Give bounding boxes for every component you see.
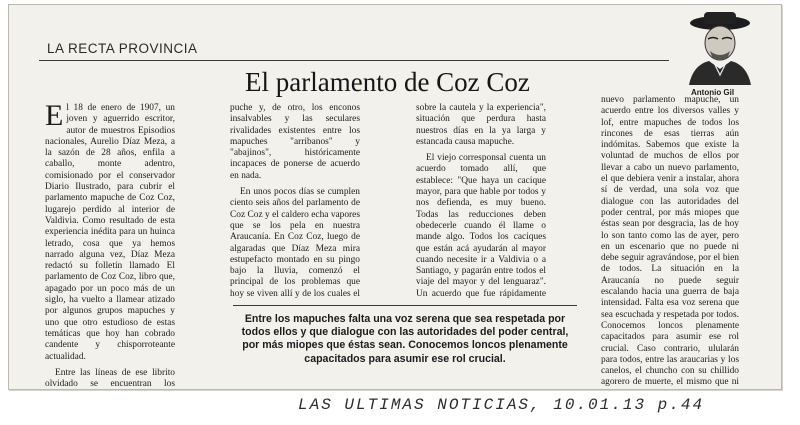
headline: El parlamento de Coz Coz [245, 67, 530, 97]
author-byline: Antonio Gil [691, 88, 735, 97]
section-title: LA RECTA PROVINCIA [47, 41, 198, 56]
newspaper-clipping [8, 4, 782, 390]
section-divider [39, 60, 669, 61]
drop-cap: E [45, 103, 64, 132]
author-portrait-drawing [677, 9, 763, 85]
paragraph: nuevo parlamento mapuche, un acuerdo entre los diversos valles y lof, entre mapuches de todos los rincones de esas tierras aún indómitas. Sabemos que existe la voluntad de muchos de ellos por llevar a cabo un nuevo parlamento, el que debiera venir a instalar, ahora sí de verdad, una sola voz que dialogue con las autoridades del poder central, por más miopes que éstas sean por desgracia, las de hoy lo son tanto como las de ayer, pero en un escenario que no puede ni debe seguir agravándose, por el bien de todos. La situación en la Araucanía no puede seguir escalando hacia una guerra de baja intensidad. Falta esa voz serena que sea escuchada y respetada por todos. Conocemos loncos plenamente capacitados para asumir ese rol crucial. Caso contrario, ulularán para todos, entre las araucarias y los canelos, el chuncho con su chillido agorero de muerte, el mismo que ni [601, 95, 739, 388]
paragraph: El 18 de enero de 1907, un joven y aguerrido escritor, autor de muestros Episodios nacionales, Aurelio Díaz Meza, a la sazón de 28 años, enfila a caballo, monte adentro, comisionado por el conservador Diario Ilustrado, para cubrir el parlamento mapuche de Coz Coz, lugarejo perdido al interior de Valdivia. Como resultado de esta experiencia inédita para un huinca letrado, cosa que ya hemos narrado alguna vez, Díaz Meza redactó su folletín llamado El parlamento de Coz Coz, libro que, apagado por un poco más de un siglo, ha vuelto a llamear atizado por algunos grupos mapuches y uno que otro estudioso de estas temáticas que hoy han cobrado candente y chisporroteante actualidad. [45, 103, 175, 362]
article-column-1 [45, 103, 175, 390]
article-column-2 [230, 103, 360, 299]
paragraph: sobre la cautela y la experiencia", situación que perdura hasta nuestros días en la ya larga y estancada causa mapuche. [416, 103, 546, 147]
paragraph: El viejo corresponsal cuenta un acuerdo tomado allí, que establece: "Que haya un cacique mayor, para que hable por todos y nos defienda, es muy bueno. Todas las reducciones deben obedecerle cuando él llame o mande algo. Todos los caciques que están acá ayudarán al mayor cuando necesite ir a Valdivia o a Santiago, y pagarán entre todos el viaje del mayor y del lenguaraz". Un acuerdo que fue rápidamente [416, 153, 546, 299]
handwritten-source-note: LAS ULTIMAS NOTICIAS, 10.01.13 p.44 [298, 396, 705, 414]
article-column-3 [416, 103, 546, 299]
article-column-4 [601, 95, 739, 390]
paragraph: En unos pocos días se cumplen ciento seis años del parlamento de Coz Coz y el caldero echa vapores que se los pela en nuestra Araucanía. En Coz Coz, luego de algaradas que Díaz Meza mira estupefacto montado en su pingo bajo la lluvia, comenzó el principal de los problemas que hoy se viven allí y de los cuales el [230, 187, 360, 299]
pull-quote-rule [233, 305, 577, 306]
pull-quote: Entre los mapuches falta una voz serena que sea respetada por todos ellos y que dialogue con las autoridades del poder central, por más miopes que éstas sean. Conocemos loncos plenamente capacitados para asumir ese rol crucial. [241, 313, 569, 365]
paragraph: puche y, de otro, los enconos insalvables y las seculares rivalidades existentes entre los mapuches "arribanos" y "abajinos", históricamente incapaces de ponerse de acuerdo en nada. [230, 103, 360, 181]
paragraph: Entre las líneas de ese librito olvidado se encuentran los [45, 367, 175, 390]
